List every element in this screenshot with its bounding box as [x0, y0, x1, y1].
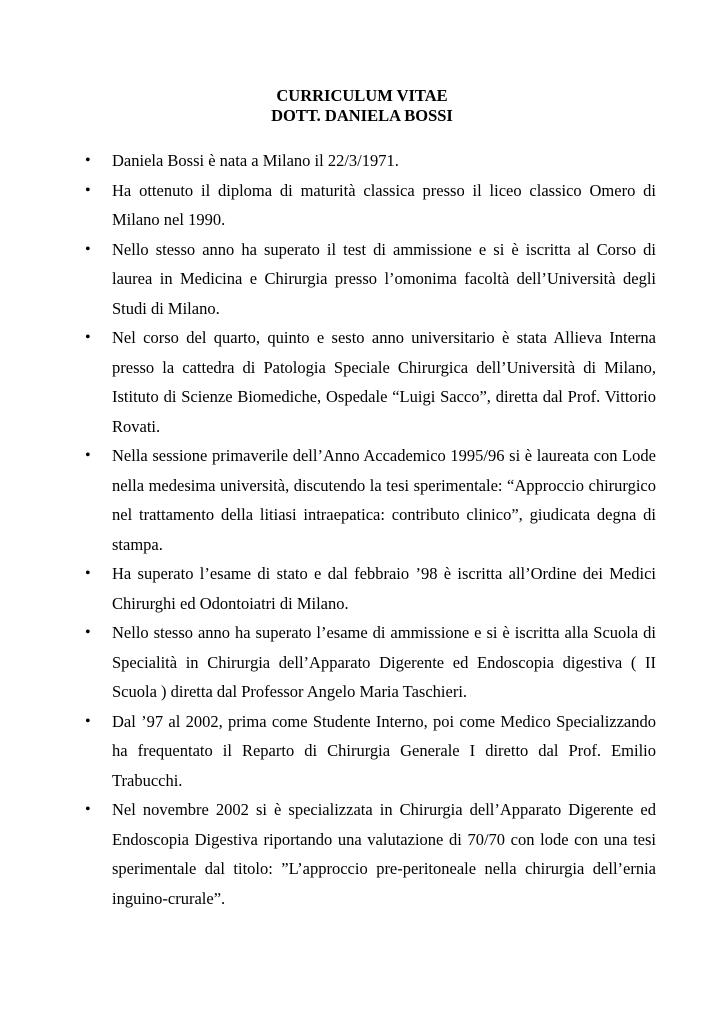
list-item-text: Daniela Bossi è nata a Milano il 22/3/1971. — [112, 151, 399, 170]
bullet-icon: • — [85, 152, 91, 169]
list-item-text: Nello stesso anno ha superato il test di ammissione e si è iscritta al Corso di laurea in Medicina e Chirurgia presso l’omonima facoltà dell’Università degli Studi di Milano. — [112, 239, 656, 318]
document-subtitle: DOTT. DANIELA BOSSI — [271, 106, 453, 125]
list-item-text: Nel novembre 2002 si è specializzata in Chirurgia dell’Apparato Digerente ed Endoscopia Digestiva riportando una valutazione di 70/70 con lode con una tesi sperimentale dal titolo: ”L’approccio pre-peritoneale nella chirurgia dell’ernia inguino-crurale”. — [112, 800, 656, 908]
bullet-icon: • — [85, 712, 91, 730]
list-item — [85, 323, 656, 441]
list-item — [85, 441, 656, 559]
bullet-icon: • — [85, 565, 91, 582]
bullet-icon: • — [85, 240, 91, 258]
list-item — [85, 795, 656, 913]
list-item-text: Ha ottenuto il diploma di maturità classica presso il liceo classico Omero di Milano nel 1990. — [112, 180, 656, 229]
list-item — [85, 176, 656, 235]
list-item-text: Dal ’97 al 2002, prima come Studente Interno, poi come Medico Specializzando ha frequentato il Reparto di Chirurgia Generale I diretto dal Prof. Emilio Trabucchi. — [112, 711, 656, 790]
bullet-icon: • — [85, 329, 91, 346]
cv-list — [85, 146, 656, 913]
list-item-text: Nello stesso anno ha superato l’esame di ammissione e si è iscritta alla Scuola di Specialità in Chirurgia dell’Apparato Digerente ed Endoscopia digestiva ( II Scuola ) diretta dal Professor Angelo Maria Taschieri. — [112, 623, 656, 701]
bullet-icon: • — [85, 181, 91, 199]
list-item — [85, 618, 656, 707]
list-item-text: Ha superato l’esame di stato e dal febbraio ’98 è iscritta all’Ordine dei Medici Chirurghi ed Odontoiatri di Milano. — [112, 564, 656, 613]
title-block — [0, 86, 724, 126]
bullet-icon: • — [85, 624, 91, 641]
document-title: CURRICULUM VITAE — [276, 86, 448, 105]
list-item-text: Nella sessione primaverile dell’Anno Accademico 1995/96 si è laureata con Lode nella medesima università, discutendo la tesi sperimentale: “Approccio chirurgico nel trattamento della litiasi intraepatica: contributo clinico”, giudicata degna di stampa. — [112, 446, 656, 554]
bullet-icon: • — [85, 801, 91, 818]
list-item — [85, 559, 656, 618]
list-item — [85, 707, 656, 796]
list-item-text: Nel corso del quarto, quinto e sesto anno universitario è stata Allieva Interna presso la cattedra di Patologia Speciale Chirurgica dell’Università di Milano, Istituto di Scienze Biomediche, Ospedale “Luigi Sacco”, diretta dal Prof. Vittorio Rovati. — [112, 328, 656, 436]
list-item — [85, 146, 656, 176]
list-item — [85, 235, 656, 324]
bullet-icon: • — [85, 447, 91, 464]
